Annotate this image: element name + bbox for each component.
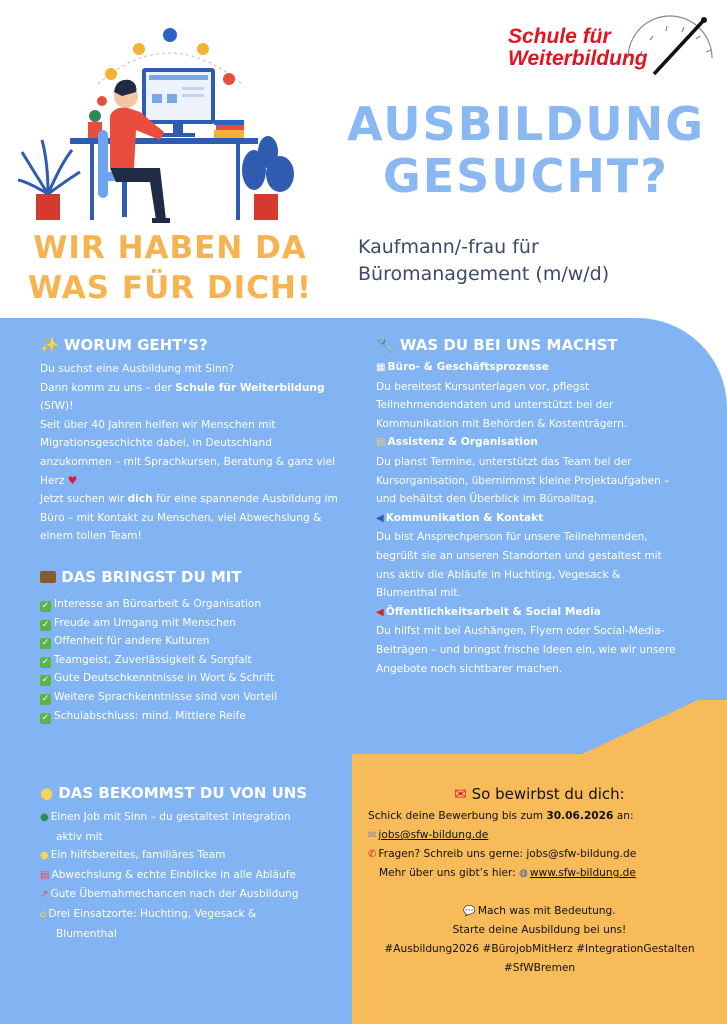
- logo-line-1: Schule für: [508, 25, 611, 48]
- list-item: ✓ Weitere Sprachkenntnisse sind von Vorteil: [41, 690, 278, 704]
- website-link[interactable]: www.sfw-bildung.de: [529, 867, 636, 879]
- loudspeaker-icon: ◀: [376, 606, 384, 618]
- position-line-2: Büromanagement (m/w/d): [358, 263, 610, 285]
- headline-line-2: GESUCHT?: [383, 149, 669, 203]
- job-position: [358, 234, 609, 288]
- house-icon: ⌂: [40, 908, 47, 920]
- list-item: ● Einen Job mit Sinn – du gestaltest Integration: [40, 808, 340, 828]
- heart-icon: ♥: [67, 474, 78, 487]
- headline: [336, 98, 716, 202]
- list-item: ▤ Abwechslung & echte Einblicke in alle Abläufe: [40, 866, 340, 886]
- checkmark-icon: ✓: [41, 712, 50, 723]
- apply-website: ☞ Mehr über uns gibt’s hier: ◍ www.sfw-bildung.de: [368, 864, 727, 883]
- handshake-icon: ●: [40, 850, 49, 862]
- section-bringst-title: DAS BRINGST DU MIT: [40, 568, 360, 586]
- chart-up-icon: ↗: [40, 889, 49, 901]
- section-machst-title: 🔧 WAS DU BEI UNS MACHST: [376, 336, 618, 354]
- speech-bubble-icon: 💬: [463, 906, 476, 917]
- calendar-icon: ▤: [376, 437, 386, 449]
- wrench-icon: 🔧: [376, 336, 395, 354]
- apply-email: ✉ jobs@sfw-bildung.de: [368, 826, 727, 845]
- list-item: ✓ Gute Deutschkenntnisse in Wort & Schrift: [41, 672, 275, 686]
- list-item: ✓ Schulabschluss: mind. Mittlere Reife: [41, 709, 246, 723]
- section-worum-title: ✨ WORUM GEHT’S?: [40, 336, 208, 354]
- hashtags: #Ausbildung2026 #BürojobMitHerz #IntegrationGestalten: [384, 943, 695, 955]
- checkmark-icon: ✓: [41, 675, 50, 686]
- tagline-line-2: WAS FÜR DICH!: [27, 270, 313, 306]
- list-item: ✓ Teamgeist, Zuverlässigkeit & Sorgfalt: [41, 653, 252, 667]
- list-item: ✓ Freude am Umgang mit Menschen: [41, 616, 237, 630]
- tagline: [20, 228, 320, 308]
- apply-phone: ✆ Fragen? Schreib uns gerne: jobs@sfw-bildung.de: [368, 845, 727, 864]
- apply-title: ✉ So bewirbst du dich:: [454, 785, 625, 803]
- lightbulb-icon: ●: [40, 784, 54, 802]
- section-bringst: [40, 568, 360, 725]
- speech-bubble-tail: [578, 700, 727, 756]
- section-apply: [352, 782, 727, 978]
- office-building-icon: ▦: [376, 362, 386, 373]
- list-item: ⌂ Drei Einsatzorte: Huchting, Vegesack &: [40, 905, 340, 925]
- position-line-1: Kaufmann/-frau für: [358, 236, 539, 258]
- list-item: ✓ Interesse an Büroarbeit & Organisation: [41, 598, 262, 611]
- mailbox-icon: ✉: [454, 785, 467, 803]
- list-item: ✓ Offenheit für andere Kulturen: [41, 635, 210, 649]
- apply-deadline: Schick deine Bewerbung bis zum 30.06.2026 an:: [368, 810, 634, 822]
- school-logo: [500, 10, 722, 82]
- tagline-line-1: WIR HABEN DA: [33, 230, 307, 266]
- section-bekommst-title: ● DAS BEKOMMST DU VON UNS: [40, 784, 308, 802]
- hashtag-sfw: #SfWBremen: [503, 962, 576, 974]
- logo-line-2: Weiterbildung: [508, 47, 648, 70]
- briefcase-icon: [40, 571, 56, 583]
- checkmark-icon: ✓: [41, 638, 50, 649]
- section-machst-text: ▦ Büro- & Geschäftsprozesse Du bereitest Kursunterlagen vor, pflegst Teilnehmendendaten und unterstützt bei der Kommunikation mit Behörden & Kostenträgern. ▤ Assistenz & Organisation Du planst Termine, unterstützt das Team bei der Kursorganisation, übernimmst kleine Projektaufgaben – und behältst den Überblick im Büroalltag. ◀ Kommunikation & Kontakt Du bist Ansprechperson für unsere Teilnehmenden, begrüßt sie an unseren Standorten und gestaltest mit uns aktiv die Abläufe in Huchting, Vegesack & Blumenthal mit. ◀ Öffentlichkeitsarbeit & Social Media Du hilfst mit bei Aushängen, Flyern oder Social-Media- Beiträgen – und bringst frische Ideen ein, wie wir unsere Angebote noch sichtbarer machen.: [376, 361, 676, 675]
- section-bekommst: [40, 784, 340, 943]
- office-worker-illustration: [18, 22, 308, 227]
- checkmark-icon: ✓: [41, 656, 50, 667]
- headline-line-1: AUSBILDUNG: [347, 97, 705, 151]
- section-worum-text: Du suchst eine Ausbildung mit Sinn? Dann komm zu uns – der Schule für Weiterbildung (SfW)! Seit über 40 Jahren helfen wir Menschen mit Migrationsgeschichte dabei, in Deutschland anzukommen – mit Sprachkursen, Beratung & ganz viel Herz ♥ Jetzt suchen wir dich für eine spannende Ausbildung im Büro – mit Kontakt zu Menschen, viel Abwechslung & einem tollen Team!: [40, 363, 338, 543]
- envelope-icon: ✉: [368, 830, 377, 841]
- section-machst: [376, 336, 716, 678]
- sparkles-icon: ✨: [40, 336, 59, 354]
- list-item: ● Ein hilfsbereites, familiäres Team: [40, 846, 340, 866]
- list-item: ↗ Gute Übernahmechancen nach der Ausbildung: [40, 885, 340, 905]
- closing-line-1: 💬 Mach was mit Bedeutung.: [352, 902, 727, 921]
- books-icon: ▤: [40, 869, 50, 881]
- checkmark-icon: ✓: [41, 601, 50, 611]
- checkmark-icon: ✓: [41, 693, 50, 704]
- megaphone-icon: ◀: [376, 512, 384, 524]
- globe-icon: ●: [40, 812, 49, 823]
- section-worum: [40, 336, 360, 546]
- pointing-hand-icon: ☞: [368, 868, 377, 879]
- checkmark-icon: ✓: [41, 619, 50, 630]
- globe-icon: ◍: [519, 868, 528, 879]
- closing-line-2: Starte deine Ausbildung bei uns!: [452, 924, 627, 936]
- section-bekommst-list: ● Einen Job mit Sinn – du gestaltest Integration aktiv mit ● Ein hilfsbereites, familiäres Team ▤ Abwechslung & echte Einblicke in alle Abläufe ↗ Gute Übernahmechancen nach der Ausbildung ⌂ Drei Einsatzorte: Huchting, Vegesack & Blumenthal: [40, 808, 340, 943]
- phone-icon: ✆: [368, 849, 377, 860]
